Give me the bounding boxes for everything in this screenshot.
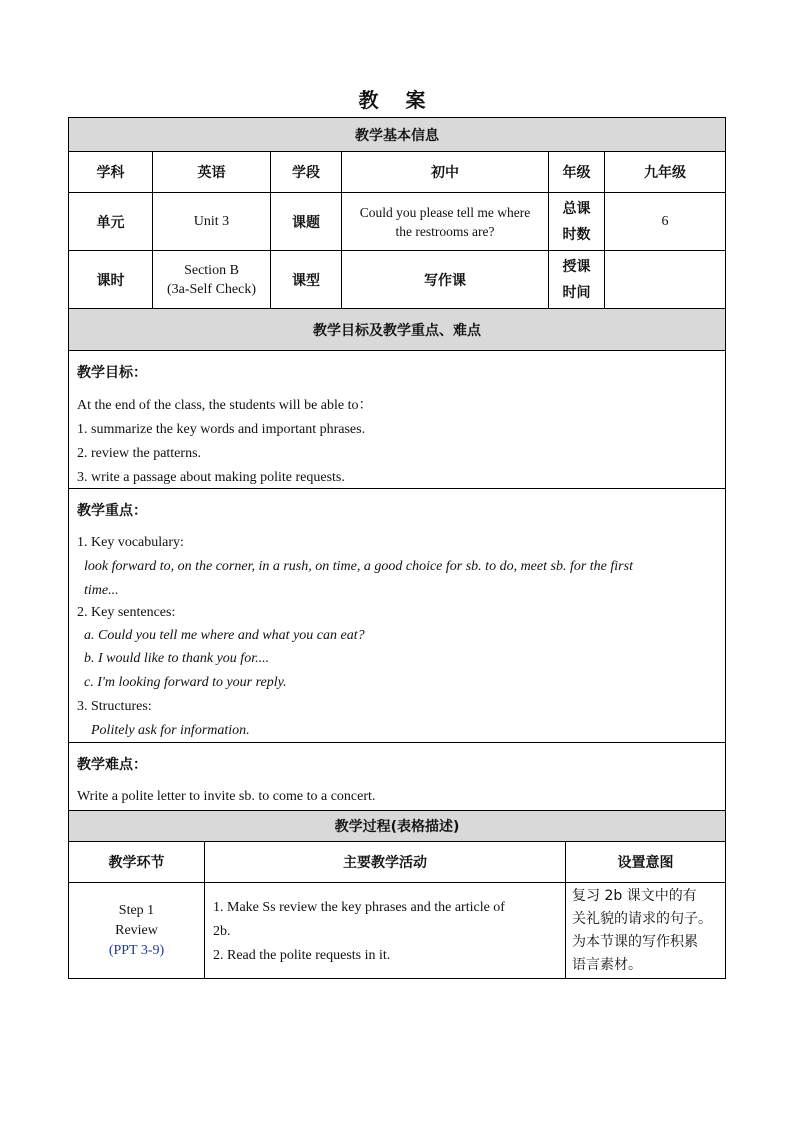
- key-sentence: b. I would like to thank you for....: [84, 651, 270, 666]
- process-header: 教学过程(表格描述): [68, 810, 726, 842]
- purpose-cell: [565, 882, 726, 979]
- type-label: 课型: [270, 250, 342, 309]
- col-activity-header: 主要教学活动: [204, 841, 566, 883]
- structures-label: 3. Structures:: [77, 699, 152, 714]
- purpose-line: 复习 2b 课文中的有: [572, 888, 697, 904]
- activity-line: 1. Make Ss review the key phrases and the article of: [213, 900, 505, 915]
- grade-label: 年级: [548, 151, 605, 193]
- vocab-line: time...: [84, 583, 119, 598]
- total-periods-value: 6: [604, 192, 726, 251]
- time-label-line2: 时间: [562, 284, 591, 301]
- structure-text: Politely ask for information.: [91, 723, 250, 738]
- goals-line: At the end of the class, the students will be able to：: [77, 398, 373, 413]
- vocab-line: look forward to, on the corner, in a rush, on time, a good choice for sb. to do, meet sb. for the first: [84, 559, 633, 574]
- goals-line: 3. write a passage about making polite requests.: [77, 470, 345, 485]
- step-number: Step 1: [118, 902, 155, 918]
- grade-value: 九年级: [604, 151, 726, 193]
- period-value: [152, 250, 271, 309]
- activity-cell: [204, 882, 566, 979]
- topic-value: Could you please tell me where the restrooms are?: [341, 192, 549, 251]
- difficulties-text: Write a polite letter to invite sb. to come to a concert.: [77, 789, 376, 804]
- purpose-line: 关礼貌的请求的句子。: [572, 911, 712, 927]
- purpose-line: 语言素材。: [572, 957, 642, 973]
- subject-label: 学科: [68, 151, 153, 193]
- type-value: 写作课: [341, 250, 549, 309]
- subject-value: 英语: [152, 151, 271, 193]
- col-stage-header: 教学环节: [68, 841, 205, 883]
- activity-line: 2. Read the polite requests in it.: [213, 948, 391, 963]
- sentences-label: 2. Key sentences:: [77, 605, 176, 620]
- teaching-time-value: [604, 250, 726, 309]
- step-cell: [68, 882, 205, 979]
- step-ppt-ref: (PPT 3-9): [108, 942, 165, 958]
- period-line1: Section B: [184, 262, 239, 278]
- page-title: 教 案: [358, 88, 436, 112]
- vocab-label: 1. Key vocabulary:: [77, 535, 184, 550]
- objectives-header: 教学目标及教学重点、难点: [68, 308, 726, 351]
- teaching-goals-cell: [68, 350, 726, 489]
- goals-line: 1. summarize the key words and important phrases.: [77, 422, 366, 437]
- key-points-heading: 教学重点：: [77, 503, 147, 519]
- key-sentence: a. Could you tell me where and what you can eat?: [84, 628, 365, 643]
- stage-label: 学段: [270, 151, 342, 193]
- teaching-time-label: [548, 250, 605, 309]
- time-label-line1: 授课: [562, 258, 591, 275]
- period-label: 课时: [68, 250, 153, 309]
- goals-heading: 教学目标：: [77, 365, 147, 381]
- difficulties-cell: [68, 742, 726, 811]
- basic-info-header: 教学基本信息: [68, 117, 726, 152]
- unit-label: 单元: [68, 192, 153, 251]
- col-purpose-header: 设置意图: [565, 841, 726, 883]
- key-sentence: c. I'm looking forward to your reply.: [84, 675, 287, 690]
- purpose-line: 为本节课的写作积累: [572, 934, 698, 950]
- unit-value: Unit 3: [152, 192, 271, 251]
- topic-label: 课题: [270, 192, 342, 251]
- total-periods-label: [548, 192, 605, 251]
- step-name: Review: [115, 922, 158, 938]
- period-line2: (3a-Self Check): [166, 281, 257, 297]
- stage-value: 初中: [341, 151, 549, 193]
- goals-line: 2. review the patterns.: [77, 446, 202, 461]
- total-label-line1: 总课: [562, 200, 591, 217]
- activity-line: 2b.: [213, 924, 231, 939]
- difficulties-heading: 教学难点：: [77, 757, 147, 773]
- total-label-line2: 时数: [562, 226, 591, 243]
- key-points-cell: [68, 488, 726, 743]
